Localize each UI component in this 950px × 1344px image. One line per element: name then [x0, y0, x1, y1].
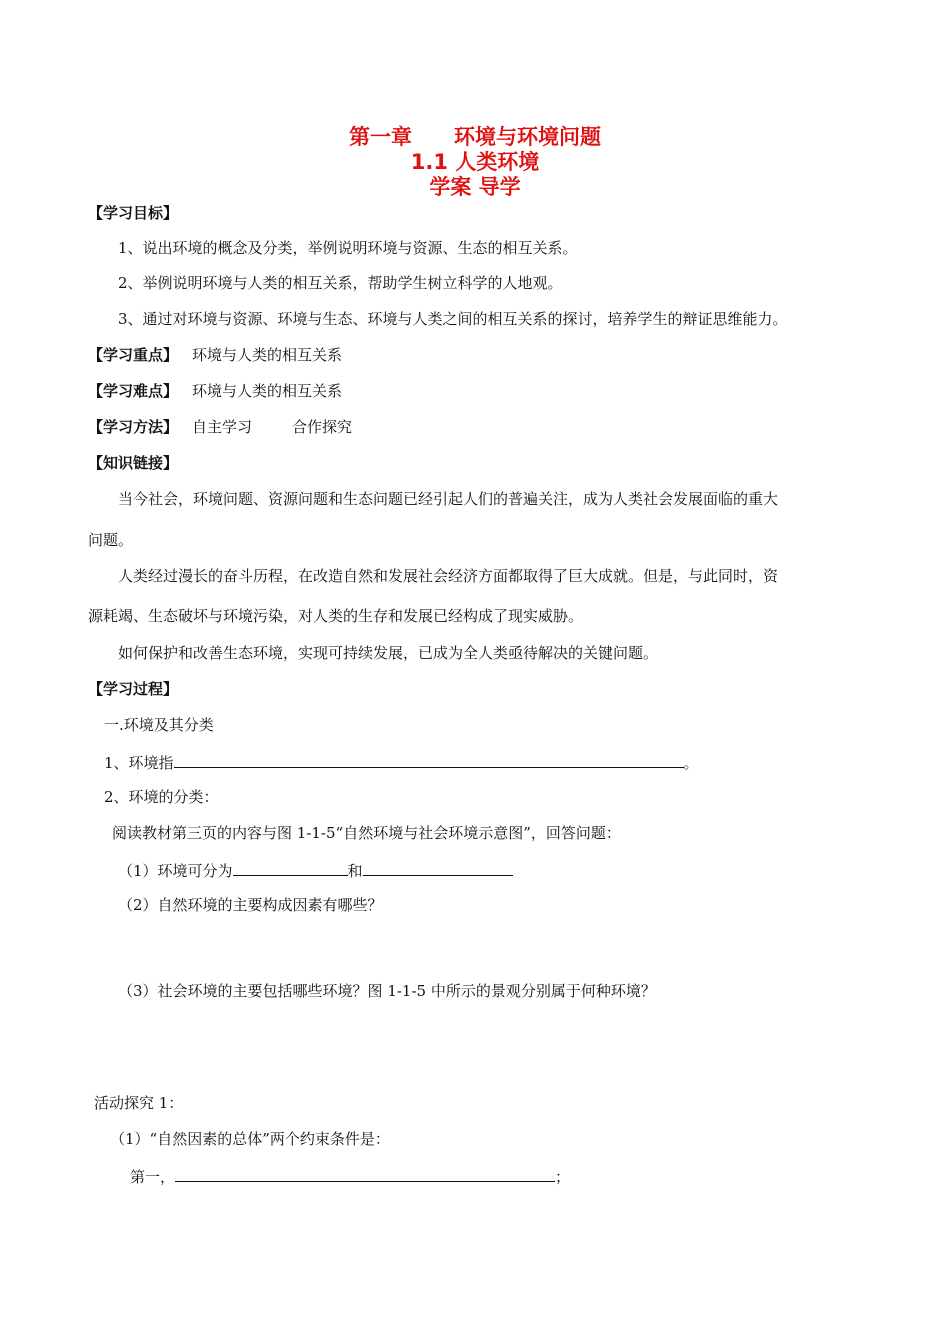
question-2: 2、环境的分类： [104, 788, 219, 806]
subtitle: 学案 导学 [429, 175, 521, 199]
objectives-heading: 【学习目标】 [88, 204, 179, 222]
reading-instruction: 阅读教材第三页的内容与图 1-1-5“自然环境与社会环境示意图”，回答问题： [112, 824, 621, 842]
objective-item: 2、举例说明环境与人类的相互关系，帮助学生树立科学的人地观。 [118, 274, 563, 292]
knowledge-heading: 【知识链接】 [88, 454, 179, 472]
sub-question-2: （2）自然环境的主要构成因素有哪些？ [118, 896, 383, 914]
key-point-row [88, 345, 342, 365]
knowledge-paragraph-3: 如何保护和改善生态环境，实现可持续发展，已成为全人类亟待解决的关键问题。 [118, 644, 659, 662]
difficulty-row [88, 381, 342, 401]
key-point-value: 环境与人类的相互关系 [192, 346, 343, 364]
process-heading: 【学习过程】 [88, 680, 179, 698]
difficulty-heading: 【学习难点】 [88, 382, 179, 400]
knowledge-paragraph-1-cont: 问题。 [88, 531, 134, 549]
knowledge-paragraph-1: 当今社会，环境问题、资源问题和生态问题已经引起人们的普遍关注，成为人类社会发展面临的重大 [118, 490, 779, 508]
activity-heading: 活动探究 1： [94, 1094, 184, 1112]
activity-question-1: （1）“自然因素的总体”两个约束条件是： [110, 1130, 390, 1148]
method-value-2: 合作探究 [292, 418, 353, 436]
objective-item: 3、通过对环境与资源、环境与生态、环境与人类之间的相互关系的探讨，培养学生的辩证思维能力。 [118, 310, 788, 328]
method-value-1: 自主学习 [192, 418, 253, 436]
question-1: 1、环境指 。 [104, 751, 699, 773]
activity-first-condition: 第一， ； [130, 1165, 570, 1187]
sub-question-1: （1）环境可分为 和 [118, 859, 513, 881]
knowledge-paragraph-2: 人类经过漫长的奋斗历程，在改造自然和发展社会经济方面都取得了巨大成就。但是，与此同时，资 [118, 567, 779, 585]
difficulty-value: 环境与人类的相互关系 [192, 382, 343, 400]
key-point-heading: 【学习重点】 [88, 346, 179, 364]
answer-blank[interactable] [233, 859, 348, 876]
answer-blank[interactable] [175, 1165, 555, 1182]
answer-blank[interactable] [174, 751, 684, 768]
section-title: 1.1 人类环境 [410, 150, 540, 174]
objective-item: 1、说出环境的概念及分类，举例说明环境与资源、生态的相互关系。 [118, 239, 578, 257]
chapter-title: 第一章 环境与环境问题 [349, 125, 601, 149]
answer-blank[interactable] [363, 859, 513, 876]
process-section-1: 一.环境及其分类 [104, 716, 214, 734]
sub-question-3: （3）社会环境的主要包括哪些环境？图 1-1-5 中所示的景观分别属于何种环境？ [118, 982, 656, 1000]
knowledge-paragraph-2-cont: 源耗竭、生态破坏与环境污染，对人类的生存和发展已经构成了现实威胁。 [88, 607, 584, 625]
method-heading: 【学习方法】 [88, 418, 179, 436]
method-row [88, 417, 352, 437]
